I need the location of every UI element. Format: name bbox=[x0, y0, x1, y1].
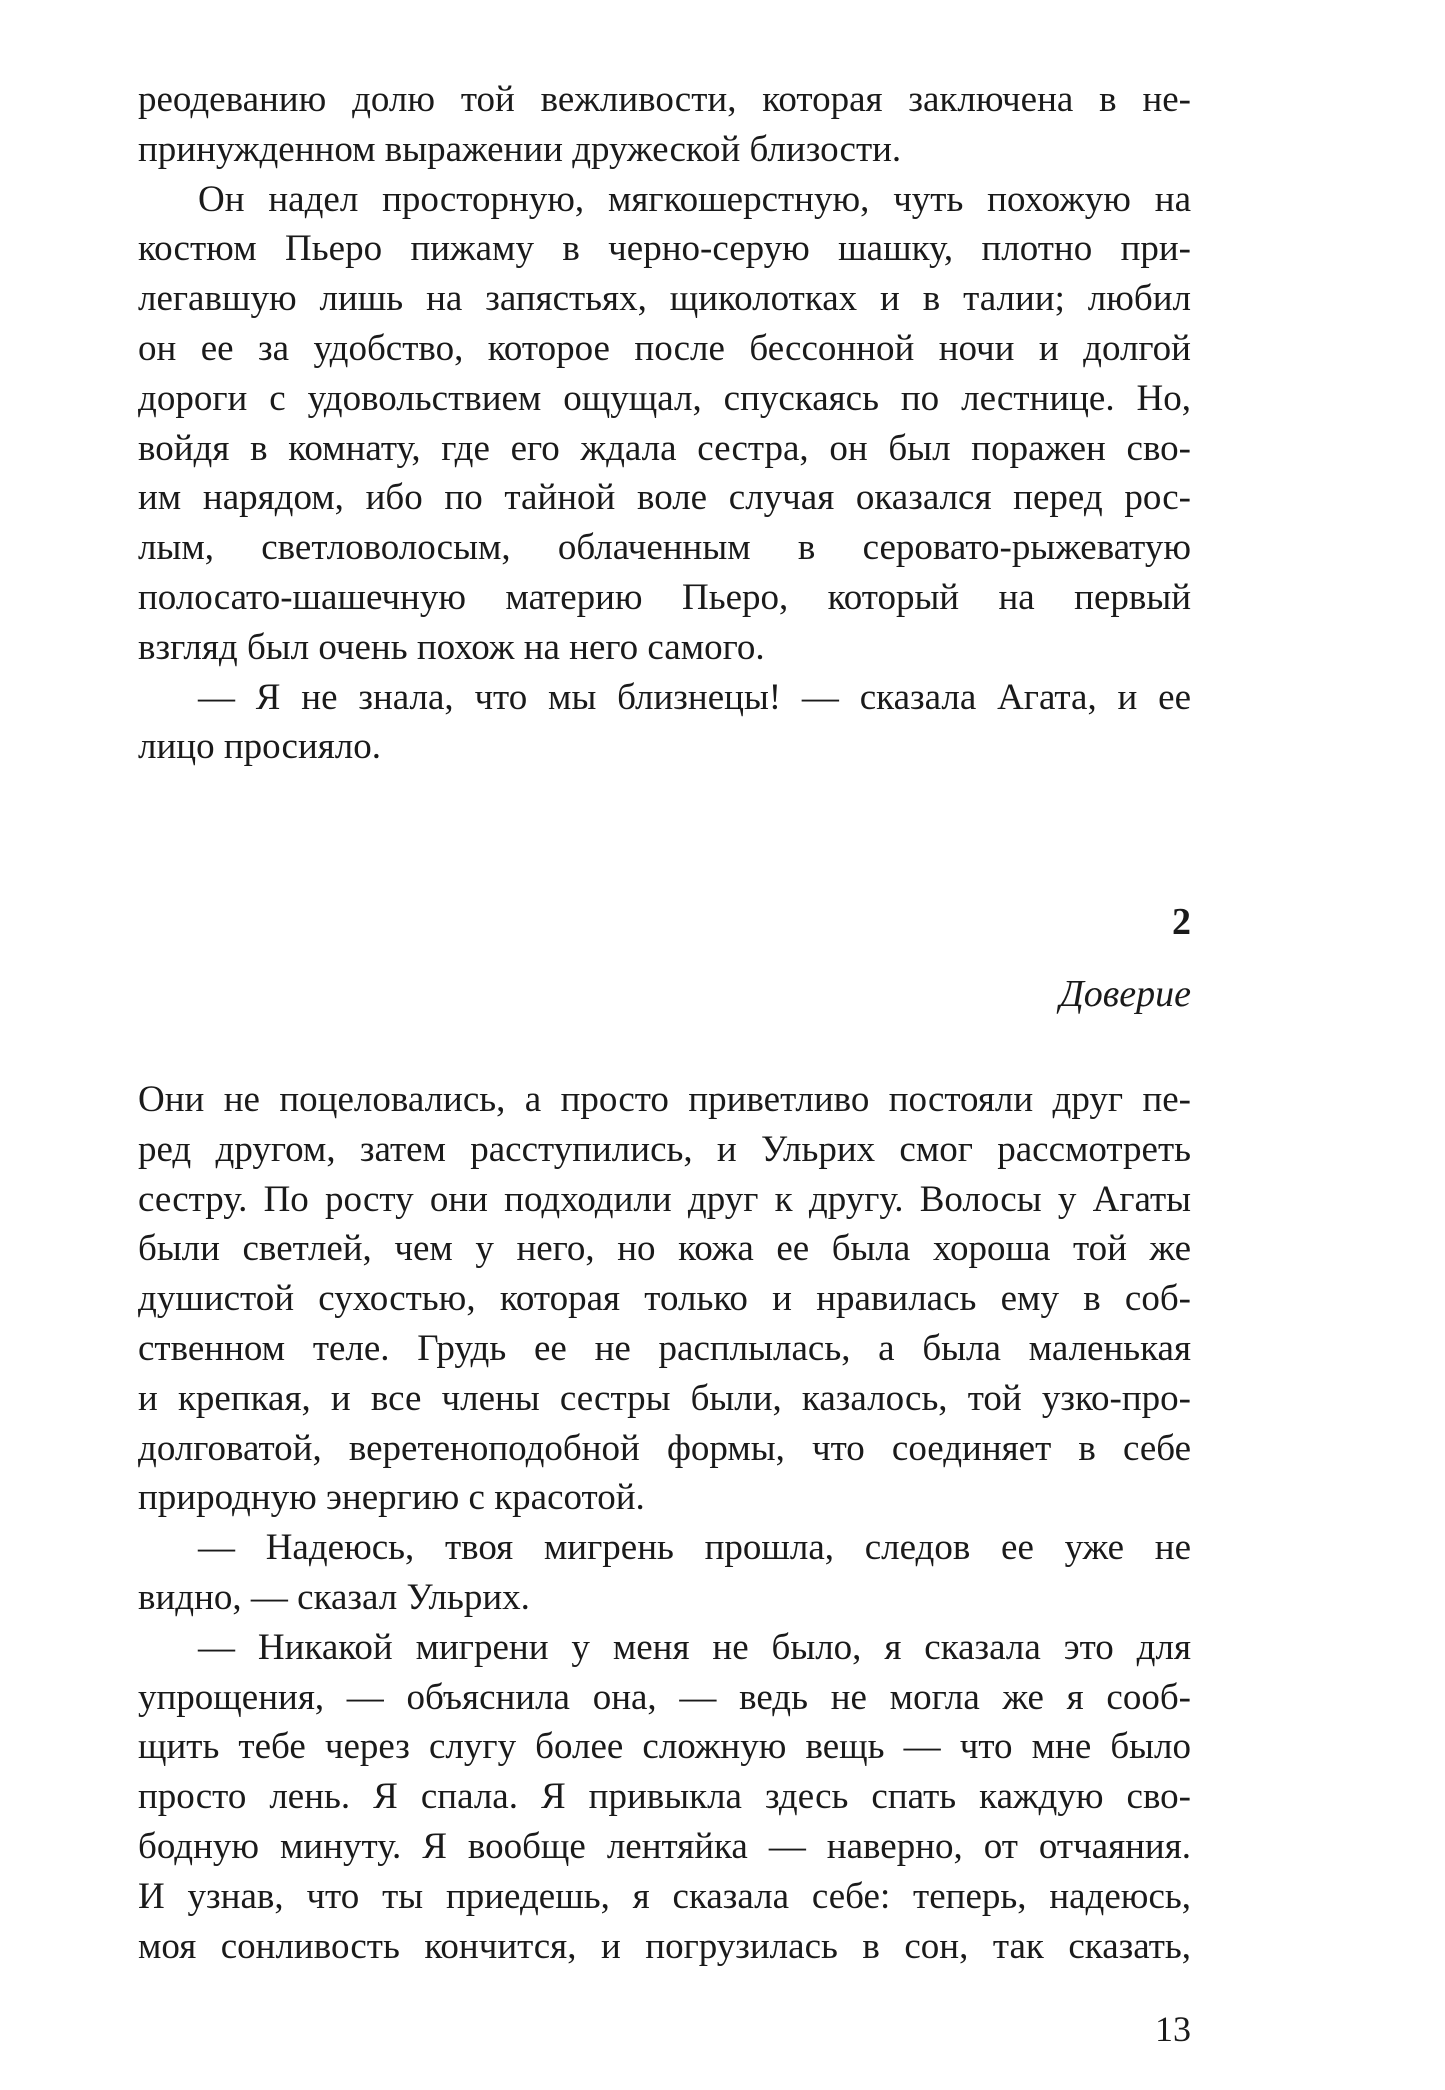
text-line: душистой сухостью, которая только и нравилась ему в соб- bbox=[138, 1278, 1191, 1320]
chapter-title: Доверие bbox=[1059, 973, 1191, 1015]
text-line: Они не поцеловались, а просто приветливо постояли друг пе- bbox=[138, 1079, 1191, 1120]
text-line: полосато-шашечную материю Пьеро, который на первый bbox=[138, 576, 1191, 618]
text-line: И узнав, что ты приедешь, я сказала себе: теперь, надеюсь, bbox=[138, 1875, 1191, 1917]
text-line: лым, светловолосым, облаченным в серовато-рыжеватую bbox=[138, 527, 1191, 569]
paragraph bbox=[138, 1075, 1191, 1523]
text-line: дороги с удовольствием ощущал, спускаясь по лестнице. Но, bbox=[138, 377, 1191, 419]
text-line: моя сонливость кончится, и погрузилась в сон, так сказать, bbox=[138, 1925, 1191, 1967]
text-line: легавшую лишь на запястьях, щиколотках и в талии; любил bbox=[138, 278, 1191, 320]
text-line: — Я не знала, что мы близнецы! — сказала Агата, и ее bbox=[198, 676, 1191, 718]
text-line: лицо просияло. bbox=[138, 726, 381, 768]
paragraph bbox=[138, 175, 1191, 673]
text-line: костюм Пьеро пижаму в черно-серую шашку, плотно при- bbox=[138, 228, 1191, 270]
paragraph bbox=[138, 1523, 1191, 1623]
paragraph bbox=[138, 673, 1191, 773]
text-line: долговатой, веретеноподобной формы, что соединяет в себе bbox=[138, 1427, 1191, 1469]
text-line: щить тебе через слугу более сложную вещь — что мне было bbox=[138, 1726, 1191, 1768]
text-line: сестру. По росту они подходили друг к другу. Волосы у Агаты bbox=[138, 1178, 1191, 1220]
paragraph bbox=[138, 75, 1191, 175]
text-line: принужденном выражении дружеской близости. bbox=[138, 128, 902, 170]
text-line: природную энергию с красотой. bbox=[138, 1477, 645, 1519]
text-section-1 bbox=[138, 75, 1191, 772]
text-line: упрощения, — объяснила она, — ведь не могла же я сооб- bbox=[138, 1676, 1191, 1718]
text-line: взгляд был очень похож на него самого. bbox=[138, 626, 765, 668]
text-line: ред другом, затем расступились, и Ульрих смог рассмотреть bbox=[138, 1128, 1191, 1170]
text-line: ственном теле. Грудь ее не расплылась, а была маленькая bbox=[138, 1327, 1191, 1369]
text-line: он ее за удобство, которое после бессонной ночи и долгой bbox=[138, 327, 1191, 369]
text-line: им нарядом, ибо по тайной воле случая оказался перед рос- bbox=[138, 477, 1191, 519]
page-number: 13 bbox=[1155, 2009, 1191, 2049]
text-line: бодную минуту. Я вообще лентяйка — наверно, от отчаяния. bbox=[138, 1825, 1191, 1867]
paragraph bbox=[138, 1623, 1191, 1972]
text-section-2 bbox=[138, 1075, 1191, 1971]
text-line: и крепкая, и все члены сестры были, казалось, той узко-про- bbox=[138, 1377, 1191, 1419]
text-line: просто лень. Я спала. Я привыкла здесь спать каждую сво- bbox=[138, 1776, 1191, 1818]
text-line: реодеванию долю той вежливости, которая заключена в не- bbox=[138, 79, 1191, 120]
text-line: войдя в комнату, где его ждала сестра, он был поражен сво- bbox=[138, 427, 1191, 469]
text-line: Он надел просторную, мягкошерстную, чуть похожую на bbox=[198, 178, 1191, 220]
text-line: — Никакой мигрени у меня не было, я сказала это для bbox=[198, 1626, 1191, 1668]
text-line: видно, — сказал Ульрих. bbox=[138, 1576, 530, 1618]
chapter-number: 2 bbox=[1172, 901, 1191, 943]
text-line: — Надеюсь, твоя мигрень прошла, следов ее уже не bbox=[198, 1527, 1191, 1569]
text-line: были светлей, чем у него, но кожа ее была хороша той же bbox=[138, 1228, 1191, 1270]
